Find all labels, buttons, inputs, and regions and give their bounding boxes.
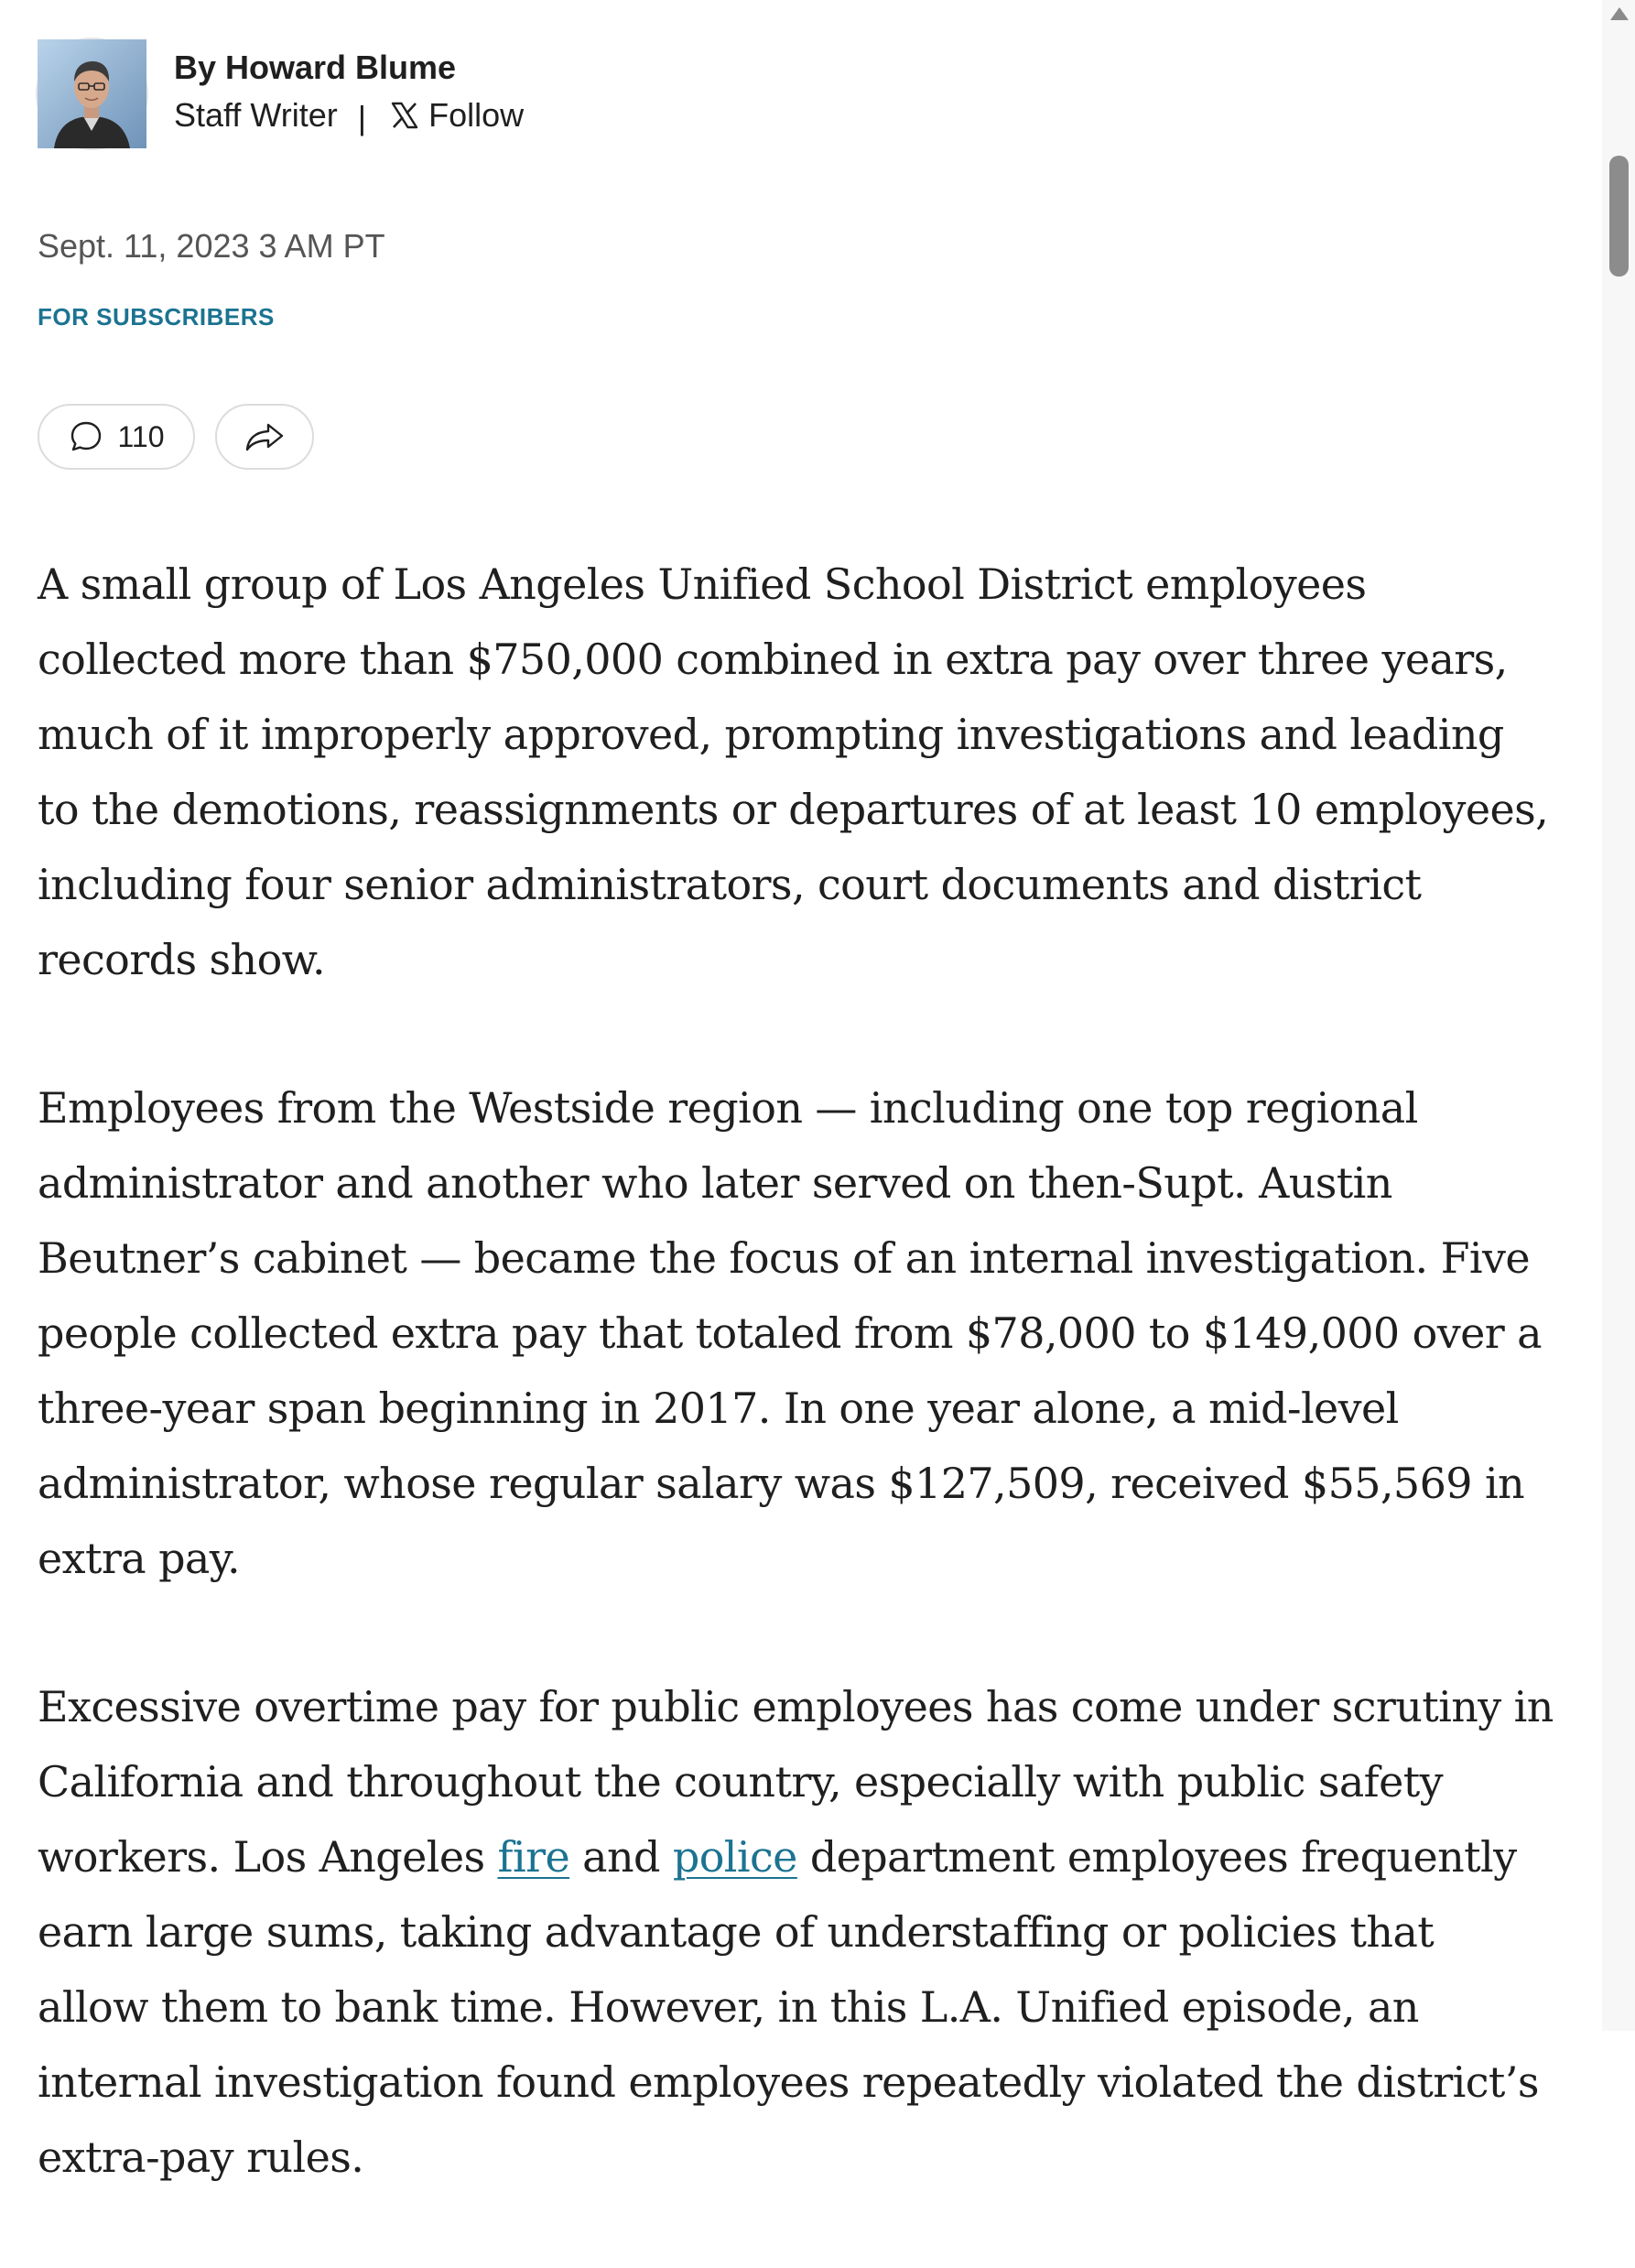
paragraph-3-text-c: department employees frequently earn large sums, taking advantage of understaffing or policies that allow them to bank time. However, in this L.A. Unified episode, an internal investigation found employees repeatedly violated the district’s extra-pay rules.	[38, 1832, 1539, 2182]
police-link[interactable]: police	[672, 1832, 797, 1882]
scrollbar-thumb[interactable]	[1609, 156, 1629, 277]
article-actions	[38, 404, 314, 470]
article-body	[38, 547, 1557, 2268]
author-role: Staff Writer	[174, 95, 338, 134]
x-logo-icon	[390, 101, 419, 130]
author-avatar[interactable]	[38, 39, 146, 148]
comment-bubble-icon	[68, 418, 104, 455]
comment-count: 110	[117, 419, 165, 453]
author-photo-icon	[38, 39, 146, 148]
article-paragraph-1: A small group of Los Angeles Unified School District employees collected more than $750,000 combined in extra pay over three years, much of it improperly approved, prompting investigations and leading to the demotions, reassignments or departures of at least 10 employees, including four senior administrators, court documents and district records show.	[38, 559, 1549, 984]
paragraph-3-text-b: and	[569, 1832, 673, 1882]
author-name[interactable]: By Howard Blume	[174, 48, 457, 86]
paragraph-3-text-a: Excessive overtime pay for public employees has come under scrutiny in California and throughout the country, especially with public safety workers. Los Angeles	[38, 1682, 1554, 1882]
fire-link[interactable]: fire	[497, 1832, 570, 1882]
byline-text	[174, 50, 524, 138]
author-role-row	[174, 92, 524, 138]
byline	[38, 39, 524, 148]
article-paragraph-2: Employees from the Westside region — including one top regional administrator and another who later served on then-Supt. Austin Beutner’s cabinet — became the focus of an internal investigation. Five people collected extra pay that totaled from $78,000 to $149,000 over a three-year span beginning in 2017. In one year alone, a mid-level administrator, whose regular salary was $127,509, received $55,569 in extra pay.	[38, 1083, 1542, 1583]
byline-separator: |	[357, 98, 367, 136]
comments-button[interactable]	[38, 404, 195, 470]
subscribers-label: FOR SUBSCRIBERS	[38, 303, 275, 331]
scroll-up-arrow-icon[interactable]	[1610, 7, 1629, 20]
publish-date: Sept. 11, 2023 3 AM PT	[38, 227, 385, 265]
vertical-scrollbar[interactable]	[1602, 0, 1635, 2031]
article-paragraph-3	[38, 1669, 1557, 2195]
share-button[interactable]	[215, 404, 314, 470]
follow-label: Follow	[428, 95, 525, 134]
share-arrow-icon	[243, 418, 287, 455]
x-follow-button[interactable]	[390, 92, 524, 138]
